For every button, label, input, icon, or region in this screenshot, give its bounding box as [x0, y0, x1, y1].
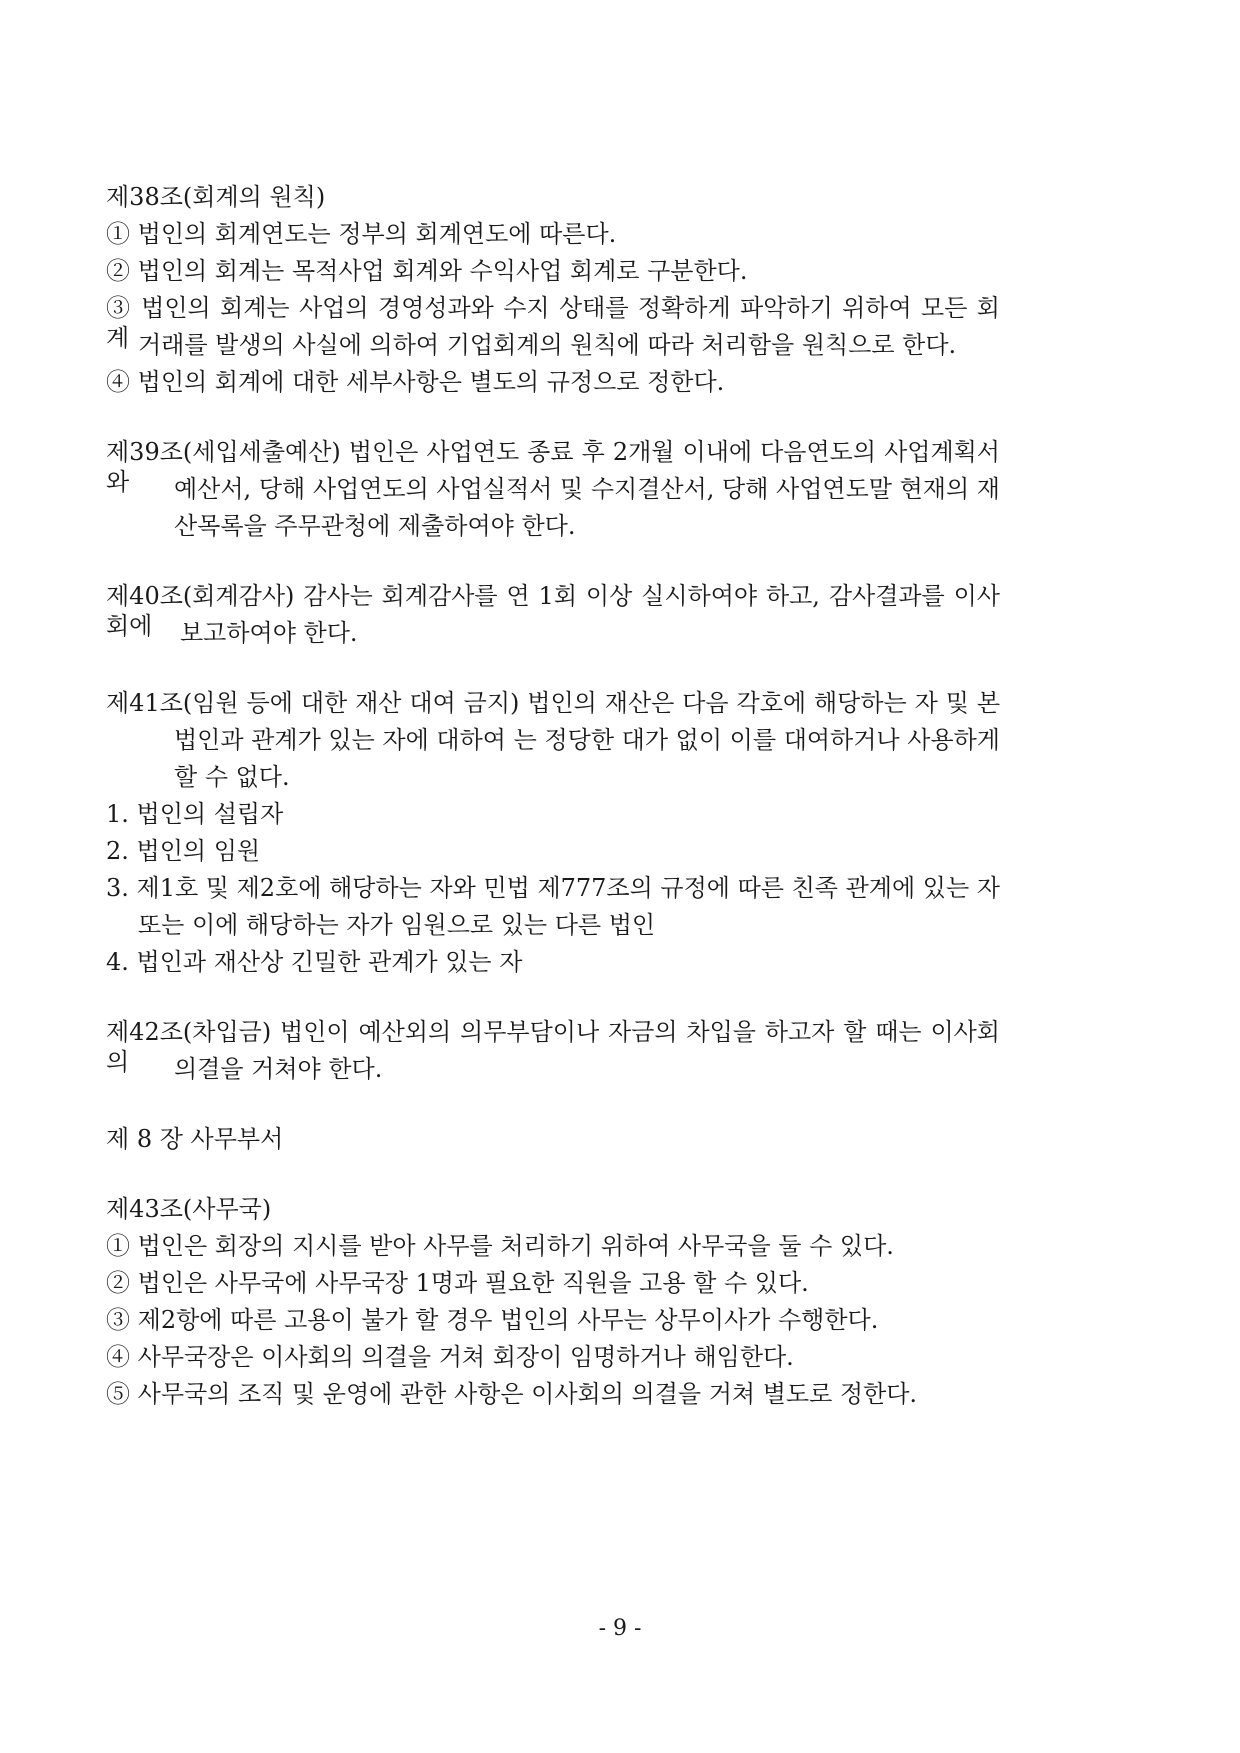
article-42-line-1: 제42조(차입금) 법인이 예산외의 의무부담이나 자금의 차입을 하고자 할 때는 이사회의 [106, 1018, 1000, 1076]
article-41-item-2: 2. 법인의 임원 [106, 837, 261, 865]
article-40-line-1: 제40조(회계감사) 감사는 회계감사를 연 1회 이상 실시하여야 하고, 감사결과를 이사회에 [106, 582, 1000, 640]
page-number: - 9 - [598, 1616, 642, 1641]
article-38-item-2: ② 법인의 회계는 목적사업 회계와 수익사업 회계로 구분한다. [106, 257, 748, 285]
article-39-line-1: 제39조(세입세출예산) 법인은 사업연도 종료 후 2개월 이내에 다음연도의 사업계획서와 [106, 438, 1000, 496]
article-38-heading: 제38조(회계의 원칙) [106, 183, 326, 211]
article-41-item-4: 4. 법인과 재산상 긴밀한 관계가 있는 자 [106, 948, 523, 976]
article-39-line-2: 예산서, 당해 사업연도의 사업실적서 및 수지결산서, 당해 사업연도말 현재의 재 [174, 475, 1000, 503]
article-38-item-4: ④ 법인의 회계에 대한 세부사항은 별도의 규정으로 정한다. [106, 368, 725, 396]
article-43-item-2: ② 법인은 사무국에 사무국장 1명과 필요한 직원을 고용 할 수 있다. [106, 1269, 809, 1297]
article-38-item-3-continuation: 거래를 발생의 사실에 의하여 기업회계의 원칙에 따라 처리함을 원칙으로 한다. [138, 331, 957, 359]
article-41-item-3-continuation: 또는 이에 해당하는 자가 임원으로 있는 다른 법인 [138, 911, 656, 939]
article-41-line-1: 제41조(임원 등에 대한 재산 대여 금지) 법인의 재산은 다음 각호에 해당하는 자 및 본 [106, 689, 1000, 717]
article-38-item-1: ① 법인의 회계연도는 정부의 회계연도에 따른다. [106, 220, 617, 248]
article-41-item-1: 1. 법인의 설립자 [106, 800, 284, 828]
article-43-item-4: ④ 사무국장은 이사회의 의결을 거쳐 회장이 임명하거나 해임한다. [106, 1343, 794, 1371]
article-41-item-3: 3. 제1호 및 제2호에 해당하는 자와 민법 제777조의 규정에 따른 친족 관계에 있는 자 [106, 874, 1000, 902]
article-41-line-2: 법인과 관계가 있는 자에 대하여 는 정당한 대가 없이 이를 대여하거나 사용하게 [174, 726, 1000, 754]
article-41-line-3: 할 수 없다. [174, 763, 290, 791]
article-43-item-1: ① 법인은 회장의 지시를 받아 사무를 처리하기 위하여 사무국을 둘 수 있다. [106, 1232, 894, 1260]
article-38-item-3: ③ 법인의 회계는 사업의 경영성과와 수지 상태를 정확하게 파악하기 위하여 모든 회계 [106, 294, 1000, 352]
chapter-8-heading: 제 8 장 사무부서 [106, 1125, 284, 1153]
article-42-line-2: 의결을 거쳐야 한다. [174, 1055, 383, 1083]
article-43-heading: 제43조(사무국) [106, 1195, 272, 1223]
article-40-line-2: 보고하여야 한다. [180, 619, 358, 647]
article-43-item-5: ⑤ 사무국의 조직 및 운영에 관한 사항은 이사회의 의결을 거쳐 별도로 정한다. [106, 1380, 918, 1408]
article-43-item-3: ③ 제2항에 따른 고용이 불가 할 경우 법인의 사무는 상무이사가 수행한다. [106, 1306, 879, 1334]
article-39-line-3: 산목록을 주무관청에 제출하여야 한다. [174, 512, 576, 540]
